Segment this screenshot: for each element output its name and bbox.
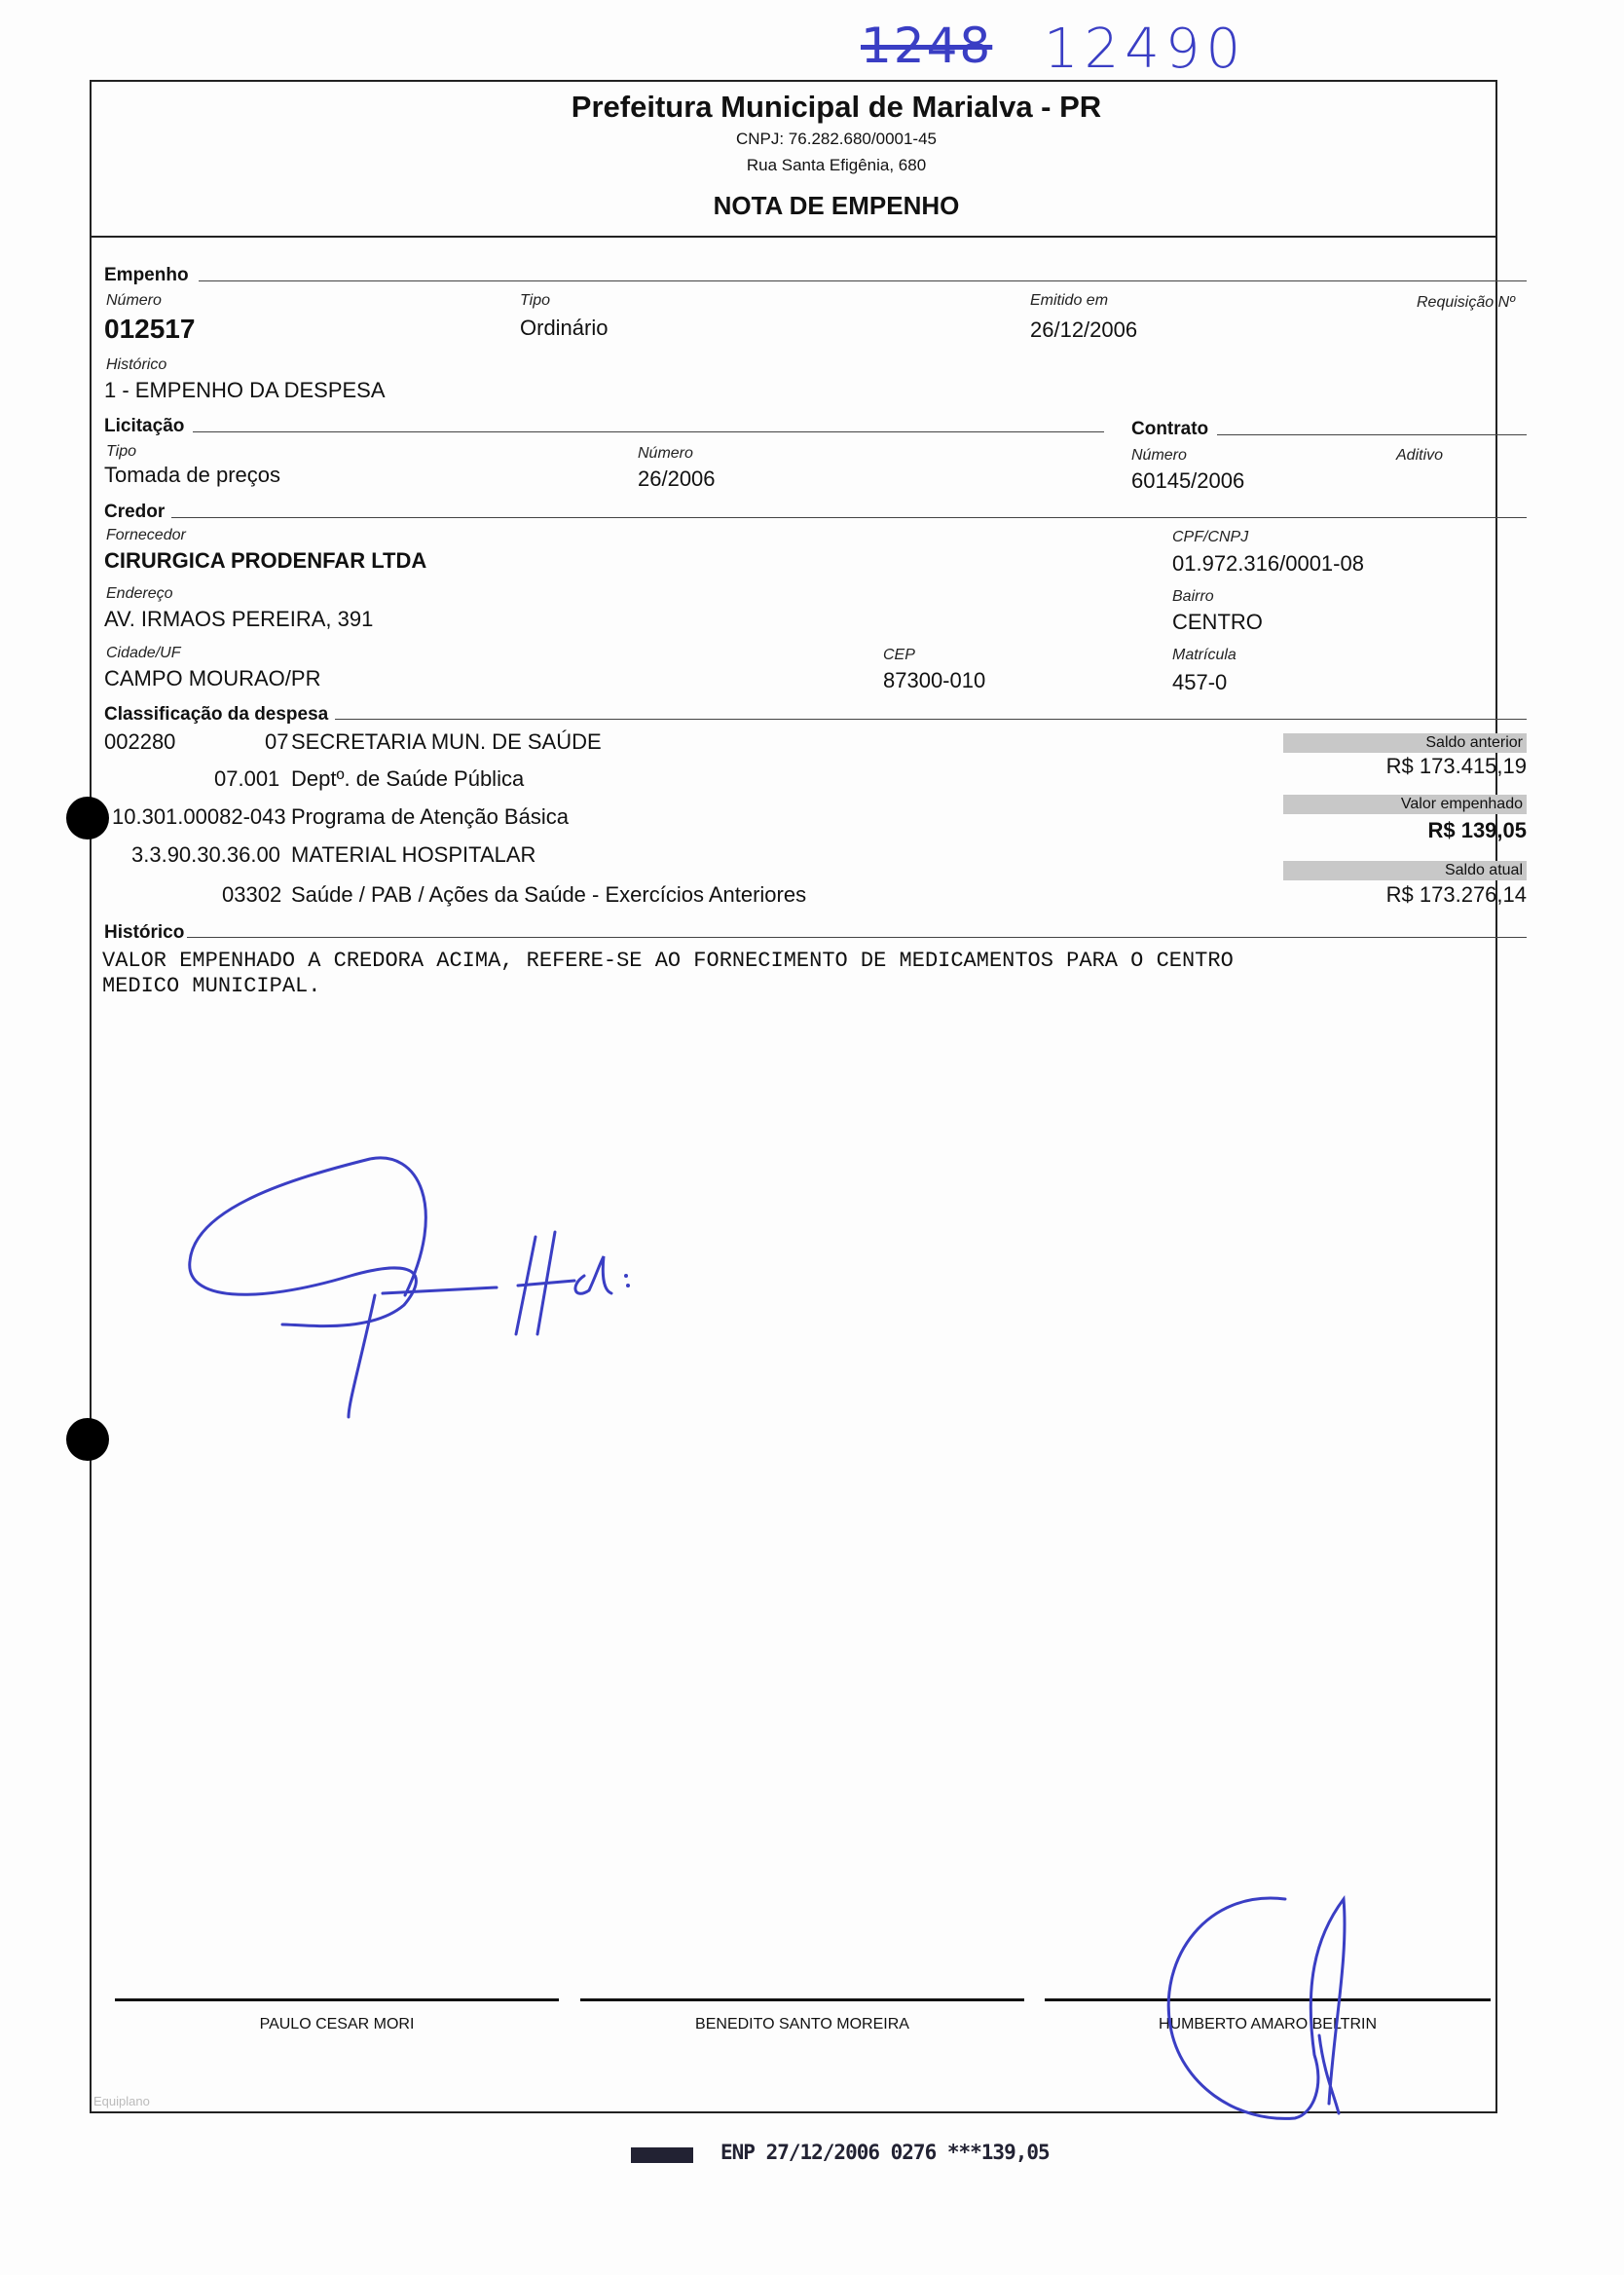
- class-line-2-code: 07.001: [214, 766, 280, 791]
- section-rule: [187, 937, 1527, 938]
- handwritten-number: 12490: [1044, 18, 1247, 81]
- signature-line: [580, 1998, 1024, 2001]
- handwritten-struck-number: 1248: [861, 18, 993, 74]
- contrato-numero-label: Número: [1131, 447, 1187, 464]
- valor-empenhado-value: R$ 139,05: [1427, 818, 1527, 842]
- section-contrato: Contrato: [1131, 419, 1209, 439]
- section-rule: [1217, 434, 1527, 435]
- section-empenho: Empenho: [104, 265, 189, 285]
- emitido-label: Emitido em: [1030, 292, 1109, 309]
- cpf-cnpj-value: 01.972.316/0001-08: [1172, 551, 1364, 576]
- cidade-label: Cidade/UF: [106, 645, 181, 661]
- footer-mark: Equiplano: [93, 2094, 150, 2108]
- saldo-anterior-value: R$ 173.415,19: [1385, 754, 1527, 778]
- section-credor: Credor: [104, 502, 166, 522]
- contrato-numero: 60145/2006: [1131, 468, 1245, 493]
- cep-label: CEP: [883, 647, 915, 663]
- empenho-historico: 1 - EMPENHO DA DESPESA: [104, 378, 386, 402]
- signatory-1: PAULO CESAR MORI: [259, 2016, 415, 2033]
- cidade-value: CAMPO MOURAO/PR: [104, 666, 321, 690]
- class-line-4-desc: MATERIAL HOSPITALAR: [291, 842, 536, 867]
- bairro-label: Bairro: [1172, 588, 1214, 605]
- empenho-tipo-label: Tipo: [520, 292, 550, 309]
- section-rule: [199, 280, 1527, 281]
- cpf-cnpj-label: CPF/CNPJ: [1172, 529, 1249, 545]
- stamp-text: ENP 27/12/2006 0276 ***139,05: [720, 2141, 1050, 2164]
- class-line-4-code: 3.3.90.30.36.00: [131, 842, 280, 867]
- saldo-atual-value: R$ 173.276,14: [1385, 882, 1527, 907]
- licitacao-numero-label: Número: [638, 445, 693, 462]
- section-licitacao: Licitação: [104, 416, 185, 436]
- signatory-3: HUMBERTO AMARO BELTRIN: [1158, 2016, 1378, 2033]
- class-line-5-code: 03302: [222, 882, 282, 907]
- licitacao-numero: 26/2006: [638, 466, 716, 491]
- endereco-value: AV. IRMAOS PEREIRA, 391: [104, 607, 374, 631]
- class-line-3-desc: Programa de Atenção Básica: [291, 804, 569, 829]
- page-title: Prefeitura Municipal de Marialva - PR: [571, 90, 1102, 124]
- matricula-label: Matrícula: [1172, 647, 1236, 663]
- fornecedor-label: Fornecedor: [106, 527, 186, 543]
- stamp-logo: [631, 2147, 693, 2163]
- endereco-label: Endereço: [106, 585, 173, 602]
- section-rule: [193, 431, 1104, 432]
- header-cnpj: CNPJ: 76.282.680/0001-45: [735, 130, 938, 148]
- empenho-numero-label: Número: [106, 292, 162, 309]
- historico-line-1: VALOR EMPENHADO A CREDORA ACIMA, REFERE-SE AO FORNECIMENTO DE MEDICAMENTOS PARA O CENTRO: [102, 949, 1234, 973]
- handwritten-signature: [175, 1130, 701, 1441]
- saldo-atual-label: Saldo atual: [1283, 861, 1527, 880]
- valor-empenhado-label: Valor empenhado: [1283, 795, 1527, 814]
- class-line-5-desc: Saúde / PAB / Ações da Saúde - Exercícios Anteriores: [291, 882, 807, 907]
- signatory-2: BENEDITO SANTO MOREIRA: [695, 2016, 909, 2033]
- header-divider: [90, 236, 1497, 238]
- header-address: Rua Santa Efigênia, 680: [746, 156, 927, 174]
- requisicao-label: Requisição Nº: [1417, 294, 1515, 311]
- class-line-3-code: 10.301.00082-043: [112, 804, 286, 829]
- bairro-value: CENTRO: [1172, 610, 1263, 634]
- class-line-1-sub: 07: [265, 729, 289, 754]
- empenho-tipo: Ordinário: [520, 316, 609, 340]
- matricula-value: 457-0: [1172, 670, 1228, 694]
- punch-hole: [66, 797, 109, 839]
- historico-line-2: MEDICO MUNICIPAL.: [102, 974, 321, 998]
- cep-value: 87300-010: [883, 668, 986, 692]
- doc-title: NOTA DE EMPENHO: [713, 191, 960, 220]
- section-classificacao: Classificação da despesa: [104, 704, 329, 725]
- aditivo-label: Aditivo: [1396, 447, 1444, 464]
- class-line-1-code: 002280: [104, 729, 176, 754]
- section-historico: Histórico: [104, 922, 185, 943]
- fornecedor-name: CIRURGICA PRODENFAR LTDA: [104, 548, 427, 573]
- handwritten-signature: [1149, 1880, 1402, 2133]
- licitacao-tipo-label: Tipo: [106, 443, 136, 460]
- empenho-historico-label: Histórico: [106, 356, 167, 373]
- section-rule: [171, 517, 1527, 518]
- signature-line: [115, 1998, 559, 2001]
- licitacao-tipo: Tomada de preços: [104, 463, 280, 487]
- empenho-numero: 012517: [104, 314, 196, 344]
- class-line-2-desc: Deptº. de Saúde Pública: [291, 766, 525, 791]
- section-rule: [335, 719, 1527, 720]
- emitido-date: 26/12/2006: [1030, 317, 1138, 342]
- class-line-1-desc: SECRETARIA MUN. DE SAÚDE: [291, 729, 602, 754]
- saldo-anterior-label: Saldo anterior: [1283, 733, 1527, 753]
- punch-hole: [66, 1418, 109, 1461]
